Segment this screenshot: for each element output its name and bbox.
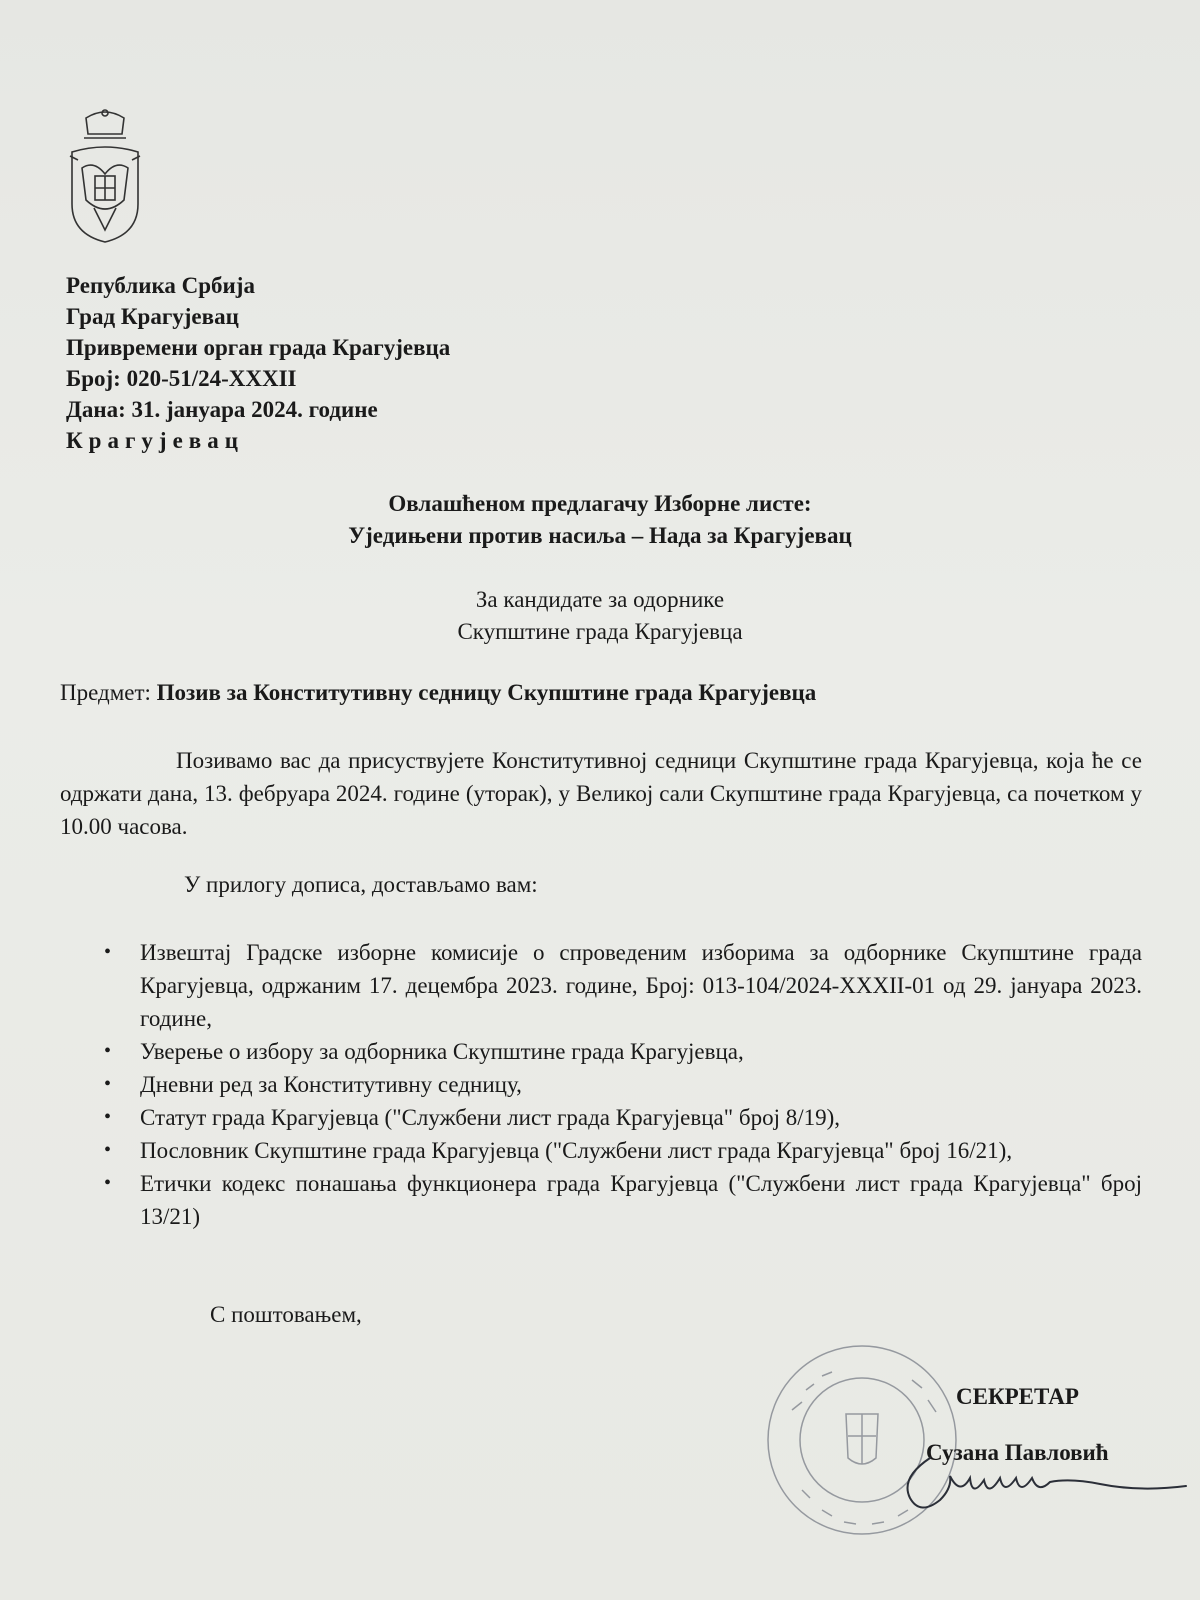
list-item: • Статут града Крагујевца ("Службени лист града Крагујевца" број 8/19), [140,1101,1142,1134]
addressee-recipients [0,584,1200,648]
addressee-line-3: За кандидате за одорнике [475,587,725,612]
list-item: • Пословник Скупштине града Крагујевца ("Службени лист града Крагујевца" број 16/21), [140,1134,1142,1167]
list-item: • Уверење о избору за одборника Скупштине града Крагујевца, [140,1035,1142,1068]
letter-header [66,270,450,456]
signatory-title: СЕКРЕТАР [956,1384,1079,1409]
addressee-line-4: Скупштине града Крагујевца [457,619,743,644]
list-item: • Етички кодекс понашања функционера града Крагујевца ("Службени лист града Крагујевца" број 13/21) [140,1167,1142,1233]
header-place: Крагујевац [66,428,244,453]
list-item: • Извештај Градске изборне комисије о спроведеним изборима за одборнике Скупштине града Крагујевца, одржаним 17. децембра 2023. године, Број: 013-104/2024-XXXII-01 од 29. јануара 2023. године, [140,936,1142,1035]
list-item: • Дневни ред за Конститутивну седницу, [140,1068,1142,1101]
addressee-line-2: Уједињени против насиља – Нада за Крагујевац [348,523,852,548]
coat-of-arms-icon [64,108,146,244]
subject-text: Позив за Конститутивну седницу Скупштине града Крагујевца [156,680,817,705]
addressee-block [0,488,1200,552]
header-date: Дана: 31. јануара 2024. године [66,397,378,422]
invitation-paragraph: Позивамо вас да присуствујете Конститутивној седници Скупштине града Крагујевца, која ће се одржати дана, 13. фебруара 2024. године (уторак), у Великој сали Скупштине града Крагујевца, са почетком у 10.00 часова. [60,748,1142,839]
subject-line [60,680,816,706]
header-authority: Привремени орган града Крагујевца [66,335,451,360]
addressee-line-1: Овлашћеном предлагачу Изборне листе: [388,491,812,516]
signatory-name: Сузана Павловић [926,1440,1109,1465]
header-reference-number: Број: 020-51/24-XXXII [66,366,297,391]
header-city: Град Крагујевац [66,304,239,329]
handwritten-signature-icon [900,1438,1190,1518]
closing-salutation: С поштовањем, [210,1302,362,1327]
attachments-intro: У прилогу дописа, достављамо вам: [184,872,538,897]
subject-label: Предмет: [60,680,157,705]
header-country: Република Србија [66,273,255,298]
attachments-list [140,936,1142,1233]
